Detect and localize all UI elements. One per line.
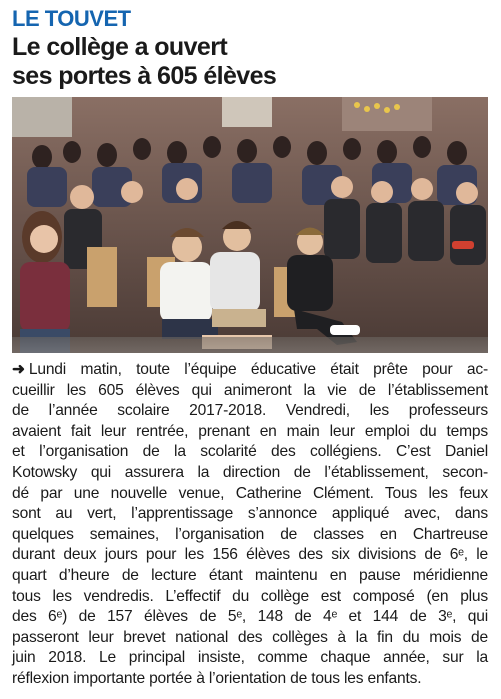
body-line-1: ➜ Lundi matin, toute l’équipe éducative était prête pour ac- bbox=[12, 361, 488, 378]
body-line-9: quelques semaines, l’organisation de classes en Chartreuse bbox=[12, 525, 488, 543]
body-line-4: avaient fait leur rentrée, prenant en main leur emploi du temps bbox=[12, 422, 488, 440]
body-line-13: des 6ᵉ) de 157 élèves de 5ᵉ, 148 de 4ᵉ et 144 de 3ᵉ, qui bbox=[12, 608, 488, 626]
body-line-2: cueillir les 605 élèves qui animeront la vie de l’établissement bbox=[12, 381, 488, 399]
body-line-11: quart d’heure de lecture étant maintenu en pause méridienne bbox=[12, 566, 488, 584]
kicker: LE TOUVET bbox=[12, 6, 131, 31]
body-line-14: passeront leur brevet national des collèges à la fin du mois de bbox=[12, 628, 488, 646]
body-line-5: et l’organisation de la scolarité des collégiens. C’est Daniel bbox=[12, 443, 488, 461]
body-line-16: réflexion importante portée à l’orientation de tous les enfants. bbox=[12, 669, 422, 687]
classroom-photo-icon bbox=[12, 97, 488, 353]
headline bbox=[12, 33, 492, 91]
body-line-8: sont au vert, l’apprentissage s’annonce appliqué avec, dans bbox=[12, 505, 488, 523]
headline-line-1: Le collège a ouvert bbox=[12, 33, 228, 61]
article-photo bbox=[12, 97, 488, 353]
body-line-6: Kotowsky qui assurera la direction de l’établissement, secon- bbox=[12, 463, 488, 481]
body-line-3: de l’année scolaire 2017-2018. Vendredi, les professeurs bbox=[12, 402, 488, 420]
body-line-7: dé par une nouvelle venue, Catherine Clément. Tous les feux bbox=[12, 484, 488, 502]
body-line-15: juin 2018. Le principal insiste, comme chaque année, sur la bbox=[12, 649, 488, 667]
body-line-12: tous les vendredis. L’effectif du collège est composé (en plus bbox=[12, 587, 488, 605]
article-body bbox=[12, 360, 488, 690]
headline-line-2: ses portes à 605 élèves bbox=[12, 62, 277, 90]
body-line-10: durant deux jours pour les 156 élèves des six divisions de 6ᵉ, le bbox=[12, 546, 488, 564]
right-arrow-icon: ➜ bbox=[12, 361, 25, 378]
